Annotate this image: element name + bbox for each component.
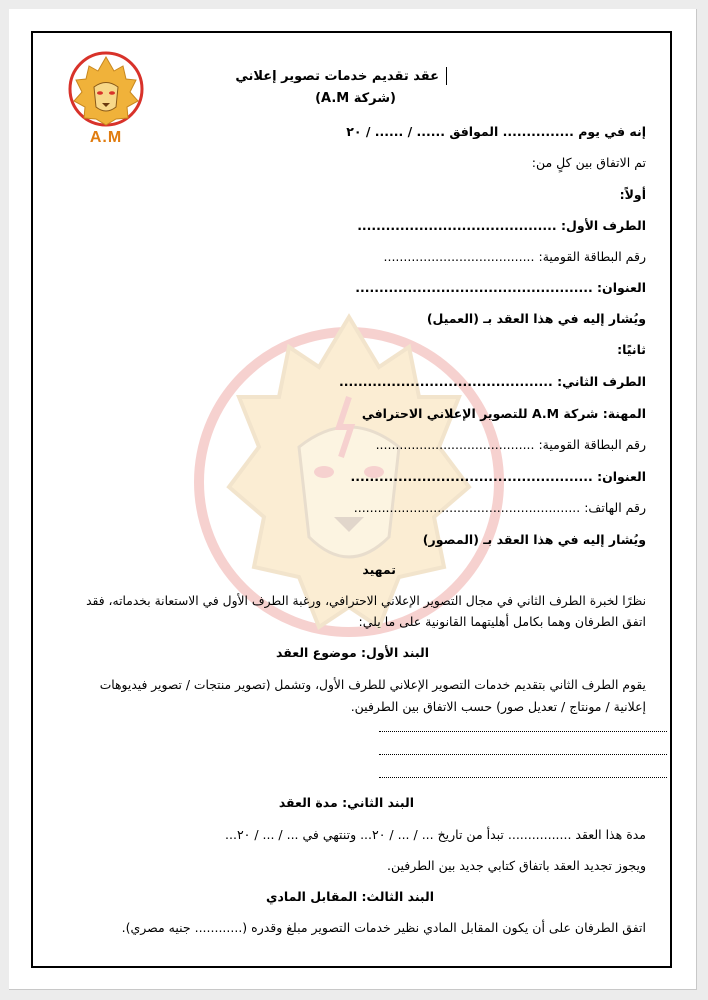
company-logo: [61, 49, 151, 157]
clause2-line-1: مدة هذا العقد ................ تبدأ من تاريخ ... / ... / ٢٠... وتنتهي في ... / ... / ٢٠...: [225, 827, 646, 842]
clause2-heading: البند الثاني: مدة العقد: [278, 795, 414, 810]
blank-line: [379, 731, 667, 732]
preamble-line-2: اتفق الطرفان وهما بكامل أهليتهما القانونية على ما يلي:: [358, 614, 646, 629]
second-party-field: الطرف الثاني: .............................................: [339, 374, 646, 389]
clause2-line-2: ويجوز تجديد العقد باتفاق كتابي جديد بين الطرفين.: [386, 858, 646, 873]
first-reference: ويُشار إليه في هذا العقد بـ (العميل): [426, 311, 646, 326]
second-address-field: العنوان: ...................................................: [350, 469, 646, 484]
intro-line: تم الاتفاق بين كلٍ من:: [531, 155, 646, 170]
company-name: (شركة A.M): [315, 91, 396, 106]
clause1-line-2: إعلانية / مونتاج / تعديل صور) حسب الاتفاق بين الطرفين.: [350, 699, 646, 714]
second-heading: ثانيًا:: [617, 342, 646, 357]
second-profession: المهنة: شركة A.M للتصوير الإعلاني الاحترافي: [361, 406, 646, 421]
first-party-field: الطرف الأول: ..........................................: [357, 218, 646, 233]
first-address-field: العنوان: ..................................................: [355, 280, 646, 295]
second-reference: ويُشار إليه في هذا العقد بـ (المصور): [422, 532, 646, 547]
first-id-field: رقم البطاقة القومية: ......................................: [383, 249, 646, 264]
preamble-line-1: نظرًا لخبرة الطرف الثاني في مجال التصوير الإعلاني الاحترافي، ورغبة الطرف الأول في الاستعانة بخدماته، فقد: [86, 594, 646, 608]
first-heading: أولاً:: [619, 187, 646, 202]
clause1-line-1: يقوم الطرف الثاني بتقديم خدمات التصوير الإعلاني للطرف الأول، وتشمل (تصوير منتجات / تصوير فيديوهات: [99, 678, 646, 692]
preamble-heading: تمهيد: [362, 562, 396, 577]
second-phone-field: رقم الهاتف: .........................................................: [353, 500, 646, 515]
blank-line: [379, 754, 667, 755]
document-page: [9, 9, 697, 990]
text-cursor: [446, 67, 447, 85]
clause3-heading: البند الثالث: المقابل المادي: [266, 889, 434, 904]
clause3-line-1: اتفق الطرفان على أن يكون المقابل المادي نظير خدمات التصوير مبلغ وقدره (............ جنيه مصري).: [121, 920, 646, 935]
date-line: إنه في يوم ............... الموافق ...... / ...... / ٢٠: [346, 124, 646, 139]
lion-logo-icon: [61, 49, 151, 129]
second-id-field: رقم البطاقة القومية: ........................................: [375, 437, 646, 452]
blank-line: [379, 777, 667, 778]
clause1-heading: البند الأول: موضوع العقد: [276, 645, 429, 660]
contract-title: عقد تقديم خدمات تصوير إعلاني: [235, 69, 439, 84]
logo-text: A.M: [89, 129, 123, 146]
